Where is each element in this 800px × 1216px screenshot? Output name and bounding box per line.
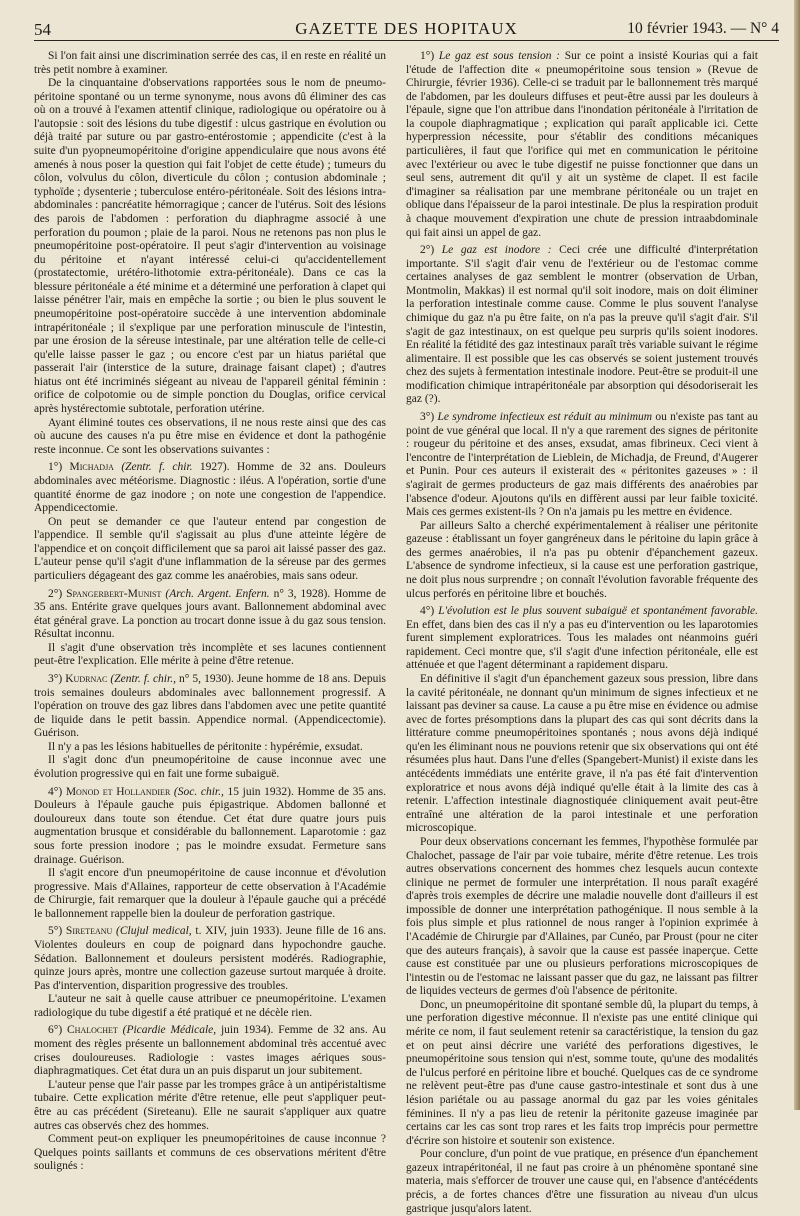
item-number: 4°)	[48, 785, 66, 798]
paragraph-text: ou n'existe pas tant au point de vue général que local. Il n'y a que rarement des signes de péritonite : rougeur du péritoine et des anses, exsudat, amas fibrineux. Ceci vient à l'encontre de l'interprétation de Lieblein, de Michadja, de Freund, d'Augerer et Punin. Pour ces auteurs il existerait des « péritonites gazeuses » : il s'agirait de germes producteurs de gaz mais différents des anaérobies par l'absence d'odeur. Ajoutons qu'ils en diffèrent aussi par leur faible toxicité. Mais ces germes existent-ils ? On n'a jamais pu les mettre en évidence.	[406, 411, 758, 519]
paragraph-text: L'auteur ne sait à quelle cause attribuer ce pneumopéritoine. L'examen radiologique du tube digestif a été pratiqué et ne décèle rien.	[34, 993, 386, 1019]
paragraph-text: Ayant éliminé toutes ces observations, il ne nous reste ainsi que des cas où aucune des causes n'a pu être mise en évidence et dont la pathogénie reste inconnue. Ce sont les observations suivantes :	[34, 416, 386, 456]
paragraph	[34, 754, 386, 781]
right-column	[406, 50, 758, 1216]
paragraph-text: Ceci crée une difficulté d'interprétation importante. S'il s'agit d'air venu de l'extérieur ou de l'estomac comme certaines analyses de gaz semblent le montrer (observation de Urban, Montmolin, Makkas) il est normal qu'il soit inodore, mais on doit éliminer la perforation intestinale comme cause. Comme le plus souvent l'analyse chimique du gaz n'a pu être faite, on n'a pas la preuve qu'il s'agit d'air. S'il s'agit de gaz intestinaux, on est quelque peu surpris qu'ils soient inodores. En réalité la fétidité des gaz intestinaux paraît très variable suivant le régime alimentaire. Il est possible que les cas observés se soient justement trouvés chez des sujets à fermentation intestinale inodore. Peut-être se produit-il une modification chimique intrapéritonéale par absorption qui désodoriserait les gaz (?).	[406, 244, 758, 406]
section-heading: Le gaz est sous tension :	[438, 50, 561, 62]
section-heading: Le syndrome infectieux est réduit au minimum	[437, 411, 653, 424]
paragraph	[406, 244, 758, 407]
paragraph	[34, 77, 386, 416]
item-number: 1°)	[420, 50, 439, 62]
paragraph	[406, 999, 758, 1148]
journal-reference: (Zentr. f. chir.,	[110, 673, 176, 686]
paragraph	[34, 588, 386, 642]
paragraph	[34, 867, 386, 921]
paragraph	[406, 673, 758, 836]
paragraph-text: En définitive il s'agit d'un épanchement gazeux sous pression, libre dans la cavité péritonéale, ne donnant qu'un minimum de signes infectieux et ne laissant pas deviner sa cause. La cause a pu être mise en évidence ou admise avec de fortes présomptions dans la plupart des cas qui sont décrits dans la littérature comme pneumopéritoines spontanés ; nous avons déjà indiqué qu'en les éliminant nous ne pouvions retenir que six observations qui ont été résumées plus haut. Dans l'une d'elles (Spangebert-Munist) il existe dans les antécédents immédiats une entérite grave, il n'a pas été fait d'intervention exploratrice et nous avons déjà indiqué qu'elle était à la limite des cas à retenir. L'affection intestinale diagnostiquée cliniquement avait peut-être entraîné une altération de la paroi intestinale et une perforation microscopique.	[406, 673, 758, 835]
journal-title: GAZETTE DES HOPITAUX	[295, 19, 518, 38]
paragraph-text: 15 juin 1932). Homme de 35 ans. Douleurs à l'épaule gauche puis épigastrique. Abdomen ballonné et douloureux dans toute son étendue. Cet état dure quatre jours puis augmentation brusque et considérable du ballonnement. Laparotomie : gaz sous forte pression inodore ; pas le moindre exsudat. Fermeture sans drainage. Guérison.	[34, 785, 387, 866]
item-number: 6°)	[48, 1024, 68, 1037]
paragraph	[406, 411, 758, 520]
author-name: Chalochet	[67, 1024, 118, 1037]
paragraph-text: Il s'agit donc d'un pneumopéritoine de cause inconnue avec une évolution progressive qui en fait une forme subaiguë.	[34, 754, 386, 781]
journal-reference: (Clujul medical,	[116, 925, 192, 938]
author-name: Michadja	[69, 461, 114, 474]
paragraph-text: juin 1934). Femme de 32 ans. Au moment des règles présente un ballonnement abdominal très accentué avec crises douloureuses. Radiologie : vastes images aériques sous-diaphragmatiques. Cet état dura un an puis disparut un jour subitement.	[34, 1024, 386, 1078]
paragraph-text: Comment peut-on expliquer les pneumopéritoines de cause inconnue ? Quelques points saillants et communs de ces observations méritent d'être soulignés :	[34, 1133, 386, 1173]
journal-reference: (Zentr. f. chir.	[121, 461, 193, 474]
paragraph	[34, 993, 386, 1020]
paragraph	[34, 925, 386, 993]
paragraph-text: L'auteur pense que l'air passe par les trompes grâce à un antipéristaltisme tubaire. Cette explication mérite d'être retenue, elle peut s'appliquer peut-être au cas précédent (Sireteanu). Elle ne saurait s'appliquer aux quatre autres cas observés chez des hommes.	[34, 1078, 386, 1132]
paragraph	[34, 1024, 386, 1078]
author-name: Spangerbert-Munist	[66, 587, 162, 600]
item-number: 4°)	[420, 605, 439, 618]
paragraph	[34, 461, 386, 515]
paragraph-text: Il s'agit d'une observation très incomplète et ses lacunes contiennent peut-être l'explication. Elle mérite à peine d'être retenue.	[34, 641, 386, 668]
paragraph	[34, 1133, 386, 1174]
page-header	[34, 14, 779, 41]
paragraph-text: On peut se demander ce que l'auteur entend par congestion de l'appendice. Il semble qu'il s'agissait au plus d'une atteinte légère de l'appendice et on conçoit difficilement que sa paroi ait laissé passer des gaz. L'auteur pense qu'il s'agit d'une inflammation de la séreuse par des germes particuliers dégageant des gaz comme les anaérobies, mais sans odeur.	[34, 515, 386, 582]
paragraph	[34, 673, 386, 741]
item-number: 1°)	[48, 461, 70, 474]
paragraph-text: Par ailleurs Salto a cherché expérimentalement à réaliser une péritonite gazeuse : établissant un foyer gangréneux dans le péritoine du lapin grâce à des germes anaérobies, il n'a pas pu obtenir d'épanchement gazeux. L'absence de syndrome infectieux, si la cause est une perforation gastrique, ne doit plus nous surprendre ; on connaît l'évolution favorable fréquente des ulcus perforés en péritoine libre et bouchés.	[406, 519, 758, 600]
paragraph	[34, 516, 386, 584]
item-number: 5°)	[48, 925, 66, 938]
paragraph	[406, 50, 758, 240]
item-number: 2°)	[48, 587, 67, 600]
paragraph-text: 1927). Homme de 32 ans. Douleurs abdominales avec météorisme. Diagnostic : iléus. A l'opération, sortie d'une quantité énorme de gaz inodore ; on note une congestion de l'appendice. Appendicectomie.	[34, 461, 387, 515]
paragraph-text: Sur ce point a insisté Kourias qui a fait l'étude de l'affection dite « pneumopéritoine sous tension » (Revue de Chirurgie, février 1936). Celle-ci se traduit par le ballonnement très marqué de l'abdomen, par les douleurs diffuses et peut-être aussi par les douleurs à l'épaule, signe que l'on attribue dans l'inondation péritonéale à l'irritation de la coupole diaphragmatique ; explication qui paraît applicable ici. Cette hyperpression nécessite, pour s'établir des conditions mécaniques particulières, il faut que l'orifice qui met en communication le péritoine avec l'extérieur ou avec le tube digestif ne puisse fonctionner que dans un seul sens, autrement dit qu'il y ait un système de clapet. Il est facile d'imaginer sa réalisation par une membrane péritonéale ou un trajet en oblique dans l'épaisseur de la paroi intestinale. De plus la respiration produit à chaque mouvement d'expiration une chute de pression intraabdominale qui fait ainsi un appel de gaz.	[406, 50, 758, 239]
paragraph	[406, 520, 758, 601]
paragraph-text: Si l'on fait ainsi une discrimination serrée des cas, il en reste en réalité un très petit nombre à examiner.	[34, 50, 386, 76]
journal-reference: (Arch. Argent. Enfern.	[165, 587, 270, 600]
paragraph-text: Il s'agit encore d'un pneumopéritoine de cause inconnue et d'évolution progressive. Mais d'Allaines, rapporteur de cette observation à l'Académie de Chirurgie, fait remarquer que la douleur à l'épaule gauche qui a précédé le ballonnement rappelle bien la douleur de perforation gastrique.	[34, 867, 386, 920]
item-number: 2°)	[420, 244, 442, 257]
section-heading: Le gaz est inodore :	[441, 244, 552, 257]
paragraph-text: De la cinquantaine d'observations rapportées sous le nom de pneumo-péritoine spontané ou un terme synonyme, nous avons dû éliminer des cas où on a trouvé à l'examen attentif clinique, radiologique ou opératoire ou à l'autopsie : soit des lésions du tube digestif : ulcus gastrique en évolution ou déjà traité par suture ou par gastro-entérostomie ; appendicite (c'est à la suite d'un pyopneumopéritoine d'origine appendiculaire que nous avons été amenés à nous poser la question qui fait l'objet de cette étude) ; tumeurs du côlon, volvulus du côlon, diverticule du côlon ; contusion abdominale ; typhoïde ; dysenterie ; tuberculose entéro-péritonéale. Soit des lésions intra-abdominales : pancréatite hémorragique ; cancer de l'utérus. Soit des lésions des parois de l'abdomen : perforation du diaphragme associé à une perforation du poumon ; plaie de la paroi. Nous ne retenons pas non plus le pneumopéritoine post-opératoire. Il peut s'agir d'intervention au voisinage du péritoine et n'ayant intéressé celui-ci qu'accidentellement (prostatectomie, urétéro-lithotomie extra-péritonéale). Dans ce cas la blessure péritonéale a été minime et a déterminé une perforation à clapet qui laisse pénétrer l'air, mais en empêche la sortie ; ou bien le plus souvent le pneumopéritoine post-opératoire succède à une intervention abdominale intrapéritonéale ; il s'explique par une perforation minuscule de l'intestin, par une érosion de la séreuse intestinale, par une altération telle de celle-ci qu'elle laisse passer le gaz ; ou encore c'est par un hiatus pariétal que passerait l'air (interstice de la suture, drainage faisant clapet) ; d'autres hiatus ont été incriminés siégeant au niveau de l'appareil génital féminin : orifice de colpotomie ou de simple ponction du Douglas, orifice cervical après hystérectomie subtotale, perforation utérine.	[34, 77, 386, 416]
item-number: 3°)	[48, 673, 66, 686]
paragraph	[34, 50, 386, 77]
paragraph	[34, 786, 386, 867]
paragraph-text: Pour deux observations concernant les femmes, l'hypothèse formulée par Chalochet, passage de l'air par voie tubaire, mérite d'être retenue. Les trois autres observations concernent des hommes chez lesquels aucun contexte clinique ne permet de formuler une interprétation. Il nous paraît exagéré d'après trois exemples de décrire une maladie nouvelle dont d'ailleurs il est impossible de donner une interprétation pathogénique. Il nous semble à la fois plus simple et plus rationnel de nous ranger à l'opinion exprimée à l'Académie de Chirurgie par d'Allaines, par Cunéo, par Proust (pour ne citer que des auteurs français), à savoir que la cause est passée inaperçue. Cette cause est constituée par une ou plusieurs perforations microscopiques de l'intestin ou de l'estomac ne laissant passer que du gaz, ne laissant pas filtrer de liquides vecteurs de germes d'où l'absence de péritonite.	[406, 835, 758, 998]
author-name: Monod et Hollandier	[65, 785, 171, 798]
paragraph-text: n° 3, 1928). Homme de 35 ans. Entérite grave quelques jours avant. Ballonnement abdominal avec état général grave. La ponction au trocart donne issue à du gaz sous tension. Résultat inconnu.	[34, 587, 386, 641]
paragraph	[406, 1148, 758, 1216]
paragraph-text: Il n'y a pas les lésions habituelles de péritonite : hypérémie, exsudat.	[48, 740, 363, 753]
journal-reference: (Picardie Médicale,	[122, 1024, 217, 1037]
journal-reference: (Soc. chir.,	[173, 785, 224, 798]
issue-date: 10 février 1943. — N° 4	[627, 20, 779, 37]
author-name: Sireteanu	[65, 925, 113, 938]
paragraph-text: Donc, un pneumopéritoine dit spontané semble dû, la plupart du temps, à une perforation digestive méconnue. Il n'existe pas une entité clinique qui mérite ce nom, il faut seulement retenir sa caractéristique, la tension du gaz et on peut ainsi décrire une variété des perforations digestives, le pneumopéritoine sous tension qui n'est, somme toute, qu'une des modalités de l'ulcus perforé en péritoine libre et bouché. Quelques cas de ce syndrome ne relèvent peut-être pas d'une cause gastro-intestinale et sont dus à une lésion pariétale ou au passage anormal du gaz par les voies génitales féminines. Il n'y a pas lieu de retenir la péritonite gazeuse imaginée par certains car les cas sont trop rares et les faits trop imprécis pour permettre d'écrire son histoire et soutenir son existence.	[406, 998, 758, 1147]
paragraph	[406, 605, 758, 673]
paragraph	[34, 741, 386, 755]
section-heading: L'évolution est le plus souvent subaiguë et spontanément favorable.	[438, 605, 758, 618]
paragraph	[406, 836, 758, 999]
paragraph-text: Pour conclure, d'un point de vue pratique, en présence d'un épanchement gazeux intrapéritonéal, il ne faut pas croire à un phénomène spontané sine materia, mais s'efforcer de trouver une cause qui, en l'absence d'antécédents précis, a de fortes chances d'être une fissuration au niveau d'un ulcus gastrique jusqu'alors latent.	[406, 1148, 758, 1215]
paragraph-text: En effet, dans bien des cas il n'y a pas eu d'intervention ou les laparotomies furent simplement exploratrices. Tous les malades ont néanmoins guéri rapidement. Ceci montre que, s'il s'agit d'une infection péritonéale, elle est atténuée et que l'agent déterminant a rapidement disparu.	[406, 618, 758, 672]
author-name: Kudrnac	[65, 673, 108, 686]
paragraph-text: t. XIV, juin 1933). Jeune fille de 16 ans. Violentes douleurs en coup de poignard dans hypochondre gauche. Sédation. Ballonnement et douleurs persistent modérés. Radiographie, quinze jours après, montre une collection gazeuse surtout marquée à droite. Pas d'intervention, disparition progressive des troubles.	[34, 925, 387, 992]
page-edge-shadow	[794, 0, 800, 1110]
paragraph	[34, 642, 386, 669]
item-number: 3°)	[420, 411, 438, 424]
paragraph	[34, 1079, 386, 1133]
paragraph	[34, 417, 386, 458]
left-column	[34, 50, 386, 1174]
paragraph-text: n° 5, 1930). Jeune homme de 18 ans. Depuis trois semaines douleurs abdominales avec ballonnement progressif. A l'opération on trouve des gaz libres dans l'abdomen avec une petite quantité de liquide dans le petit bassin. Appendice normal. (Appendicectomie). Guérison.	[34, 673, 386, 740]
page-number: 54	[34, 20, 51, 39]
